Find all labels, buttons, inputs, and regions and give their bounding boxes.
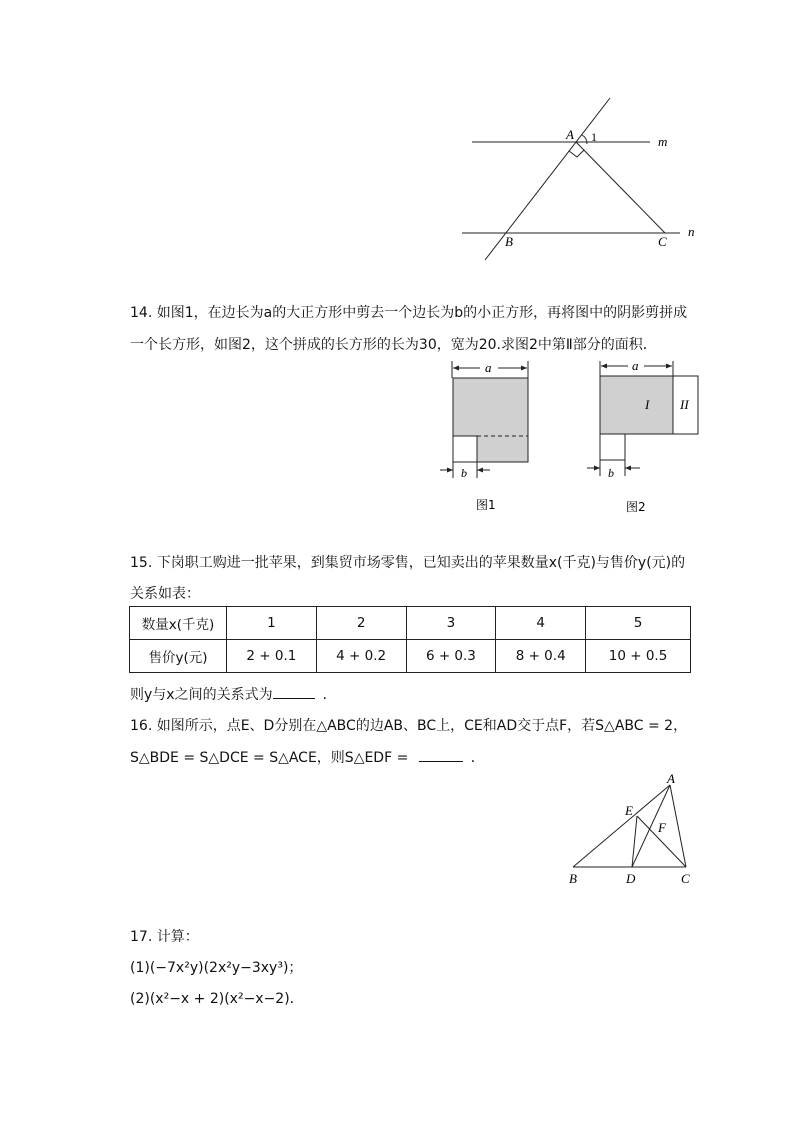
transversal-line — [485, 98, 610, 260]
segment-ED — [632, 816, 637, 867]
table-cell: 4 — [496, 607, 586, 640]
segment-AC — [670, 785, 686, 867]
right-angle-mark — [569, 150, 584, 157]
fig1-caption: 图1 — [476, 498, 496, 512]
table-cell: 1 — [227, 607, 317, 640]
label-C: C — [658, 234, 667, 249]
table-header-price: 售价y(元) — [130, 640, 227, 673]
label-a: a — [632, 358, 639, 373]
q13-figure — [450, 92, 710, 267]
q15-answer-line — [130, 684, 337, 704]
small-square — [453, 436, 477, 462]
q17-part2: (2)(x²−x + 2)(x²−x−2)． — [130, 991, 304, 1007]
label-II: II — [680, 397, 689, 412]
q15-line1: 15. 下岗职工购进一批苹果，到集贸市场零售，已知卖出的苹果数量x(千克)与售价y(元)的 — [130, 555, 686, 571]
q15-table — [129, 606, 691, 673]
label-a: a — [485, 360, 492, 375]
small-square — [600, 434, 625, 460]
table-cell: 3 — [406, 607, 496, 640]
table-cell: 8 + 0.4 — [496, 640, 586, 673]
table-row — [130, 607, 691, 640]
q17-title: 17. 计算： — [130, 929, 199, 945]
part-I-shaded — [600, 376, 673, 434]
q16-line2-text: S△BDE = S△DCE = S△ACE，则S△EDF = — [130, 750, 413, 766]
label-b: b — [608, 466, 614, 480]
table-cell: 10 + 0.5 — [586, 640, 691, 673]
q17-part1: (1)(−7x²y)(2x²y−3xy³)； — [130, 960, 303, 976]
q14-line2: 一个长方形，如图2，这个拼成的长方形的长为30，宽为20.求图2中第Ⅱ部分的面积． — [130, 337, 657, 353]
fig2-caption: 图2 — [626, 500, 646, 514]
table-row — [130, 640, 691, 673]
q15-answer-prefix: 则y与x之间的关系式为 — [130, 687, 273, 703]
q14-figure-1 — [430, 356, 540, 516]
answer-blank[interactable] — [419, 749, 463, 762]
label-B: B — [569, 871, 577, 886]
q15-line2: 关系如表： — [130, 586, 200, 602]
angle-1-arc — [582, 135, 587, 144]
label-B: B — [505, 234, 513, 249]
q16-line1: 16. 如图所示，点E、D分别在△ABC的边AB、BC上，CE和AD交于点F，若S△ABC = 2， — [130, 718, 688, 734]
table-cell: 6 + 0.3 — [406, 640, 496, 673]
q16-figure — [560, 768, 710, 893]
label-E: E — [625, 803, 633, 818]
label-C: C — [681, 871, 690, 886]
label-m: m — [658, 134, 668, 149]
table-cell: 2 — [316, 607, 406, 640]
q14-line1: 14. 如图1，在边长为a的大正方形中剪去一个边长为b的小正方形，再将图中的阴影剪拼成 — [130, 305, 688, 321]
table-cell: 4 + 0.2 — [316, 640, 406, 673]
q15-answer-suffix: ． — [322, 687, 337, 703]
label-A: A — [566, 127, 574, 142]
segment-AC — [576, 142, 665, 233]
q16-line2-suffix: ． — [470, 750, 485, 766]
table-header-quantity: 数量x(千克) — [130, 607, 227, 640]
label-A: A — [667, 771, 675, 786]
label-n: n — [688, 224, 695, 239]
label-F: F — [658, 820, 666, 835]
table-cell: 5 — [586, 607, 691, 640]
q16-line2 — [130, 747, 485, 767]
label-I: I — [645, 397, 650, 412]
table-cell: 2 + 0.1 — [227, 640, 317, 673]
answer-blank[interactable] — [273, 686, 315, 699]
label-angle-1: 1 — [591, 130, 597, 144]
q14-figure-2 — [580, 356, 710, 521]
segment-AB — [573, 785, 670, 867]
label-D: D — [626, 871, 636, 886]
label-b: b — [461, 466, 467, 480]
